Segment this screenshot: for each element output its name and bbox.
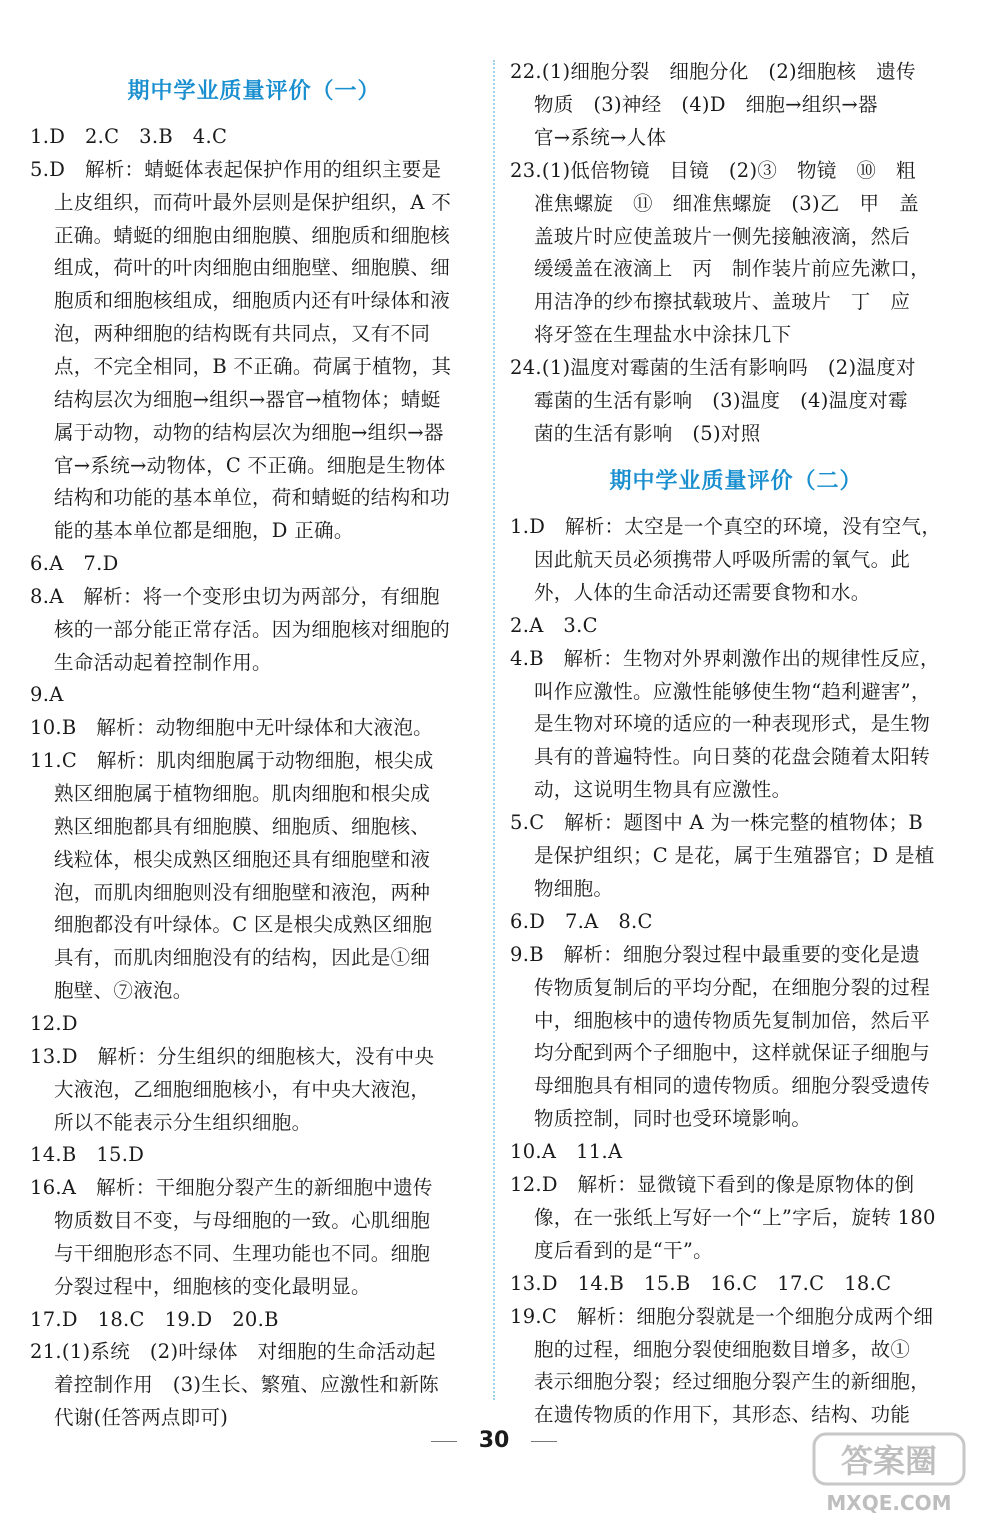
answer-line: 结构层次为细胞→组织→器官→植物体；蜻蜓 — [54, 387, 441, 411]
answer-line: 12.D — [30, 1011, 78, 1035]
answer-line: 点，不完全相同，B 不正确。荷属于植物，其 — [54, 354, 452, 378]
answer-line: 胞质和细胞核组成，细胞质内还有叶绿体和液 — [54, 289, 451, 313]
answer-line: 大液泡，乙细胞细胞核小，有中央大液泡， — [54, 1077, 431, 1101]
answer-line: 核的一部分能正常存活。因为细胞核对细胞的 — [54, 617, 451, 641]
answer-line: 生命活动起着控制作用。 — [54, 650, 272, 674]
answer-line: 6.A 7.D — [30, 552, 119, 576]
answer-line: 动，这说明生物具有应激性。 — [534, 778, 792, 802]
answer-line: 6.D 7.A 8.C — [510, 909, 653, 933]
answer-line: 所以不能表示分生组织细胞。 — [54, 1110, 312, 1134]
answer-line: 2.A 3.C — [510, 613, 598, 637]
answer-line: 用洁净的纱布擦拭载玻片、盖玻片 丁 应 — [534, 290, 911, 314]
answer-line: 10.A 11.A — [510, 1140, 623, 1164]
answer-line: 是生物对环境的适应的一种表现形式，是生物 — [534, 712, 931, 736]
answer-line: 物细胞。 — [534, 876, 614, 900]
answer-line: 盖玻片时应使盖玻片一侧先接触液滴，然后 — [534, 224, 911, 248]
answer-line: 分裂过程中，细胞核的变化最明显。 — [54, 1274, 371, 1298]
answer-line: 5.C 解析：题图中 A 为一株完整的植物体；B — [510, 811, 924, 835]
answer-line: 14.B 15.D — [30, 1143, 145, 1167]
answer-line: 23.(1)低倍物镜 目镜 (2)③ 物镜 ⑩ 粗 — [510, 158, 916, 182]
answer-line: 因此航天员必须携带人呼吸所需的氧气。此 — [534, 547, 911, 571]
answer-line: 24.(1)温度对霉菌的生活有影响吗 (2)温度对 — [510, 356, 916, 380]
answer-line: 像，在一张纸上写好一个“上”字后，旋转 180 — [534, 1205, 936, 1229]
answer-line: 21.(1)系统 (2)叶绿体 对细胞的生命活动起 — [30, 1340, 436, 1364]
answer-line: 1.D 2.C 3.B 4.C — [30, 125, 228, 148]
answer-line: 泡，而肌肉细胞则没有细胞壁和液泡，两种 — [54, 880, 431, 904]
answer-line: 8.A 解析：将一个变形虫切为两部分，有细胞 — [30, 584, 440, 608]
answer-line: 度后看到的是“干”。 — [534, 1238, 713, 1262]
answer-line: 组成，荷叶的叶肉细胞由细胞壁、细胞膜、细 — [54, 256, 451, 280]
answer-line: 准焦螺旋 ⑪ 细准焦螺旋 (3)乙 甲 盖 — [534, 191, 919, 215]
answer-line: 9.B 解析：细胞分裂过程中最重要的变化是遗 — [510, 942, 921, 966]
answer-line: 10.B 解析：动物细胞中无叶绿体和大液泡。 — [30, 716, 433, 740]
answer-line: 细胞都没有叶绿体。C 区是根尖成熟区细胞 — [54, 913, 433, 937]
answer-line: 正确。蜻蜓的细胞由细胞膜、细胞质和细胞核 — [54, 223, 451, 247]
answer-line: 9.A — [30, 683, 64, 707]
answer-line: 将牙签在生理盐水中涂抹几下 — [534, 323, 792, 347]
answer-line: 物质 (3)神经 (4)D 细胞→组织→器 — [534, 92, 878, 116]
footer-dash-right — [531, 1441, 557, 1442]
answer-line: 官→系统→人体 — [534, 125, 667, 149]
answer-line: 19.C 解析：细胞分裂就是一个细胞分成两个细 — [510, 1304, 934, 1328]
answer-line: 16.A 解析：干细胞分裂产生的新细胞中遗传 — [30, 1176, 433, 1200]
section-title-midterm-2: 期中学业质量评价（二） — [609, 469, 863, 494]
footer-dash-left — [431, 1441, 457, 1442]
answer-line: 外，人体的生命活动还需要食物和水。 — [534, 580, 871, 604]
answer-line: 物质控制，同时也受环境影响。 — [534, 1107, 812, 1131]
watermark-logo — [810, 1428, 970, 1518]
answer-line: 中，细胞核中的遗传物质先复制加倍，然后平 — [534, 1008, 931, 1032]
answer-line: 具有的普遍特性。向日葵的花盘会随着太阳转 — [534, 745, 931, 769]
answer-line: 叫作应激性。应激性能够使生物“趋利避害”， — [534, 679, 931, 703]
answer-line: 熟区细胞都具有细胞膜、细胞质、细胞核、 — [54, 814, 431, 838]
answer-line: 是保护组织；C 是花，属于生殖器官；D 是植 — [534, 844, 935, 867]
answer-line: 上皮组织，而荷叶最外层则是保护组织，A 不 — [54, 190, 452, 214]
answer-line: 缓缓盖在液滴上 丙 制作装片前应先漱口， — [534, 257, 931, 281]
answer-line: 1.D 解析：太空是一个真空的环境，没有空气， — [510, 515, 942, 538]
answer-line: 12.D 解析：显微镜下看到的像是原物体的倒 — [510, 1173, 915, 1196]
answer-line: 22.(1)细胞分裂 细胞分化 (2)细胞核 遗传 — [510, 60, 916, 83]
answer-line: 传物质复制后的平均分配，在细胞分裂的过程 — [534, 975, 931, 999]
answer-line: 17.D 18.C 19.D 20.B — [30, 1307, 279, 1331]
section-title-midterm-1: 期中学业质量评价（一） — [127, 79, 381, 104]
answer-line: 11.C 解析：肌肉细胞属于动物细胞，根尖成 — [30, 749, 434, 773]
column-divider — [493, 60, 495, 1400]
answer-line: 与干细胞形态不同、生理功能也不同。细胞 — [54, 1241, 431, 1265]
answer-line: 母细胞具有相同的遗传物质。细胞分裂受遗传 — [534, 1074, 931, 1098]
answer-line: 胞壁、⑦液泡。 — [54, 979, 193, 1003]
answer-line: 着控制作用 (3)生长、繁殖、应激性和新陈 — [54, 1373, 439, 1397]
answer-line: 菌的生活有影响 (5)对照 — [534, 421, 761, 445]
page-number: 30 — [478, 1428, 510, 1453]
answer-line: 物质数目不变，与母细胞的一致。心肌细胞 — [54, 1209, 431, 1233]
answer-line: 4.B 解析：生物对外界刺激作出的规律性反应， — [510, 646, 940, 670]
answer-line: 13.D 解析：分生组织的细胞核大，没有中央 — [30, 1044, 435, 1068]
answer-line: 表示细胞分裂；经过细胞分裂产生的新细胞， — [534, 1370, 931, 1394]
answer-line: 能的基本单位都是细胞，D 正确。 — [54, 519, 354, 543]
answer-line: 均分配到两个子细胞中，这样就保证子细胞与 — [534, 1041, 931, 1065]
answer-line: 13.D 14.B 15.B 16.C 17.C 18.C — [510, 1271, 892, 1295]
answer-line: 属于动物，动物的结构层次为细胞→组织→器 — [54, 420, 444, 444]
answer-line: 在遗传物质的作用下，其形态、结构、功能 — [534, 1403, 911, 1427]
svg-text:答案圈: 答案圈 — [840, 1442, 938, 1480]
answer-line: 胞的过程，细胞分裂使细胞数目增多，故① — [534, 1337, 911, 1361]
answer-line: 线粒体，根尖成熟区细胞还具有细胞壁和液 — [54, 847, 431, 871]
answer-line: 代谢(任答两点即可) — [54, 1406, 229, 1430]
answer-line: 霉菌的生活有影响 (3)温度 (4)温度对霉 — [534, 389, 908, 412]
answer-line: 泡，两种细胞的结构既有共同点，又有不同 — [54, 322, 431, 346]
answer-line: 5.D 解析：蜻蜓体表起保护作用的组织主要是 — [30, 157, 442, 181]
svg-text:MXQE.COM: MXQE.COM — [826, 1491, 952, 1515]
answer-line: 具有，而肌肉细胞没有的结构，因此是①细 — [54, 946, 431, 970]
answer-line: 结构和功能的基本单位，荷和蜻蜓的结构和功 — [54, 486, 451, 510]
answer-line: 熟区细胞属于植物细胞。肌肉细胞和根尖成 — [54, 782, 431, 805]
answer-line: 官→系统→动物体，C 不正确。细胞是生物体 — [54, 453, 446, 477]
